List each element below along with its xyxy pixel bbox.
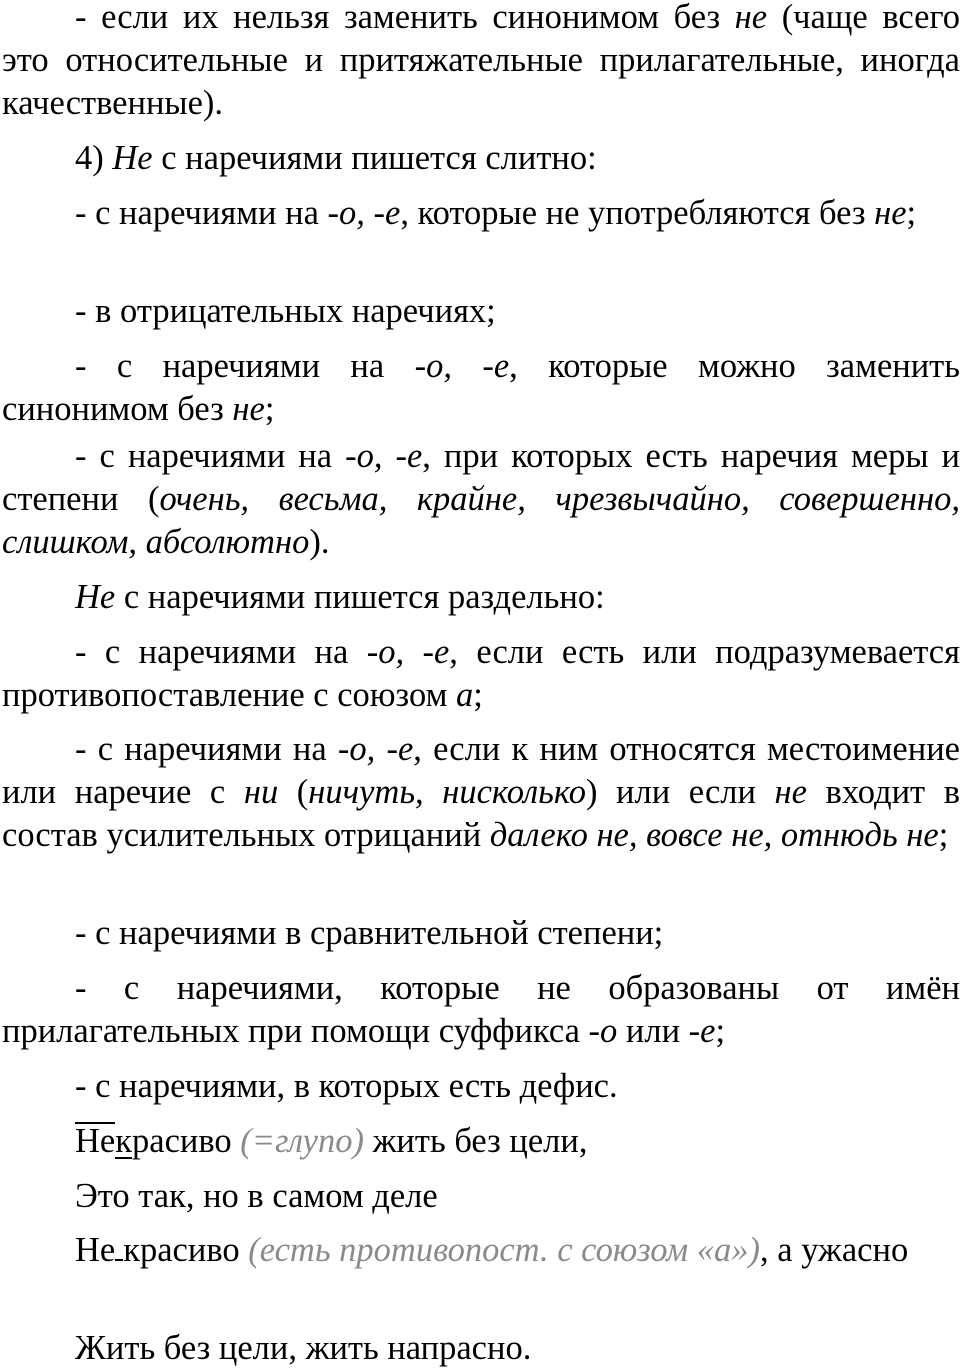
root-underline: к — [115, 1120, 132, 1163]
poem-line-4: Жить без цели, жить напрасно. — [75, 1329, 532, 1367]
annotation-note: (есть противопост. с союзом «а») — [239, 1231, 761, 1269]
paragraph-suffix-rule: - с наречиями, которые не образованы от имён прилагательных при помощи суффикса -о или -е; — [2, 969, 960, 1050]
poem-line-3: Не красиво (есть противопост. с союзом «а»), а ужасно — [75, 1231, 909, 1269]
paragraph-degree-adverbs: - с наречиями на -о, -е, при которых есть наречия меры и степени (очень, весьма, крайне, чрезвычайно, совершенно, слишком, абсолютно). — [2, 437, 960, 561]
paragraph-rule-adjectives: - если их нельзя заменить синонимом без не (чаще всего это относительные и притяжательные прилагательные, иногда качественные). — [2, 0, 960, 122]
paragraph-synonym-without-ne: - с наречиями на -о, -е, которые можно заменить синонимом без не; — [2, 347, 960, 428]
paragraph-comparative-degree: - с наречиями в сравнительной степени; — [75, 914, 664, 952]
paragraph-negative-adverbs: - в отрицательных наречиях; — [75, 292, 496, 330]
paragraph-hyphen-adverbs: - с наречиями, в которых есть дефис. — [75, 1067, 618, 1105]
prefix-overline: Не — [75, 1120, 115, 1163]
paragraph-adverbs-separate-heading: Не с наречиями пишется раздельно: — [75, 578, 605, 616]
paragraph-adverbs-without-ne: - с наречиями на -о, -е, которые не употребляются без не; — [75, 194, 917, 232]
poem-line-1: Некрасиво (=глупо) жить без цели, — [2, 1120, 960, 1163]
paragraph-contrast-conjunction: - с наречиями на -о, -е, если есть или подразумевается противопоставление с союзом а; — [2, 633, 960, 714]
paragraph-intensifying-negations: - с наречиями на -о, -е, если к ним относятся местоимение или наречие с ни (ничуть, нисколько) или если не входит в состав усилительных отрицаний далеко не, вовсе не, отнюдь не; — [2, 730, 960, 854]
annotation-note: (=глупо) — [231, 1122, 364, 1160]
paragraph-adverbs-together-heading: 4) Не с наречиями пишется слитно: — [75, 139, 597, 177]
poem-line-2: Это так, но в самом деле — [75, 1177, 438, 1215]
